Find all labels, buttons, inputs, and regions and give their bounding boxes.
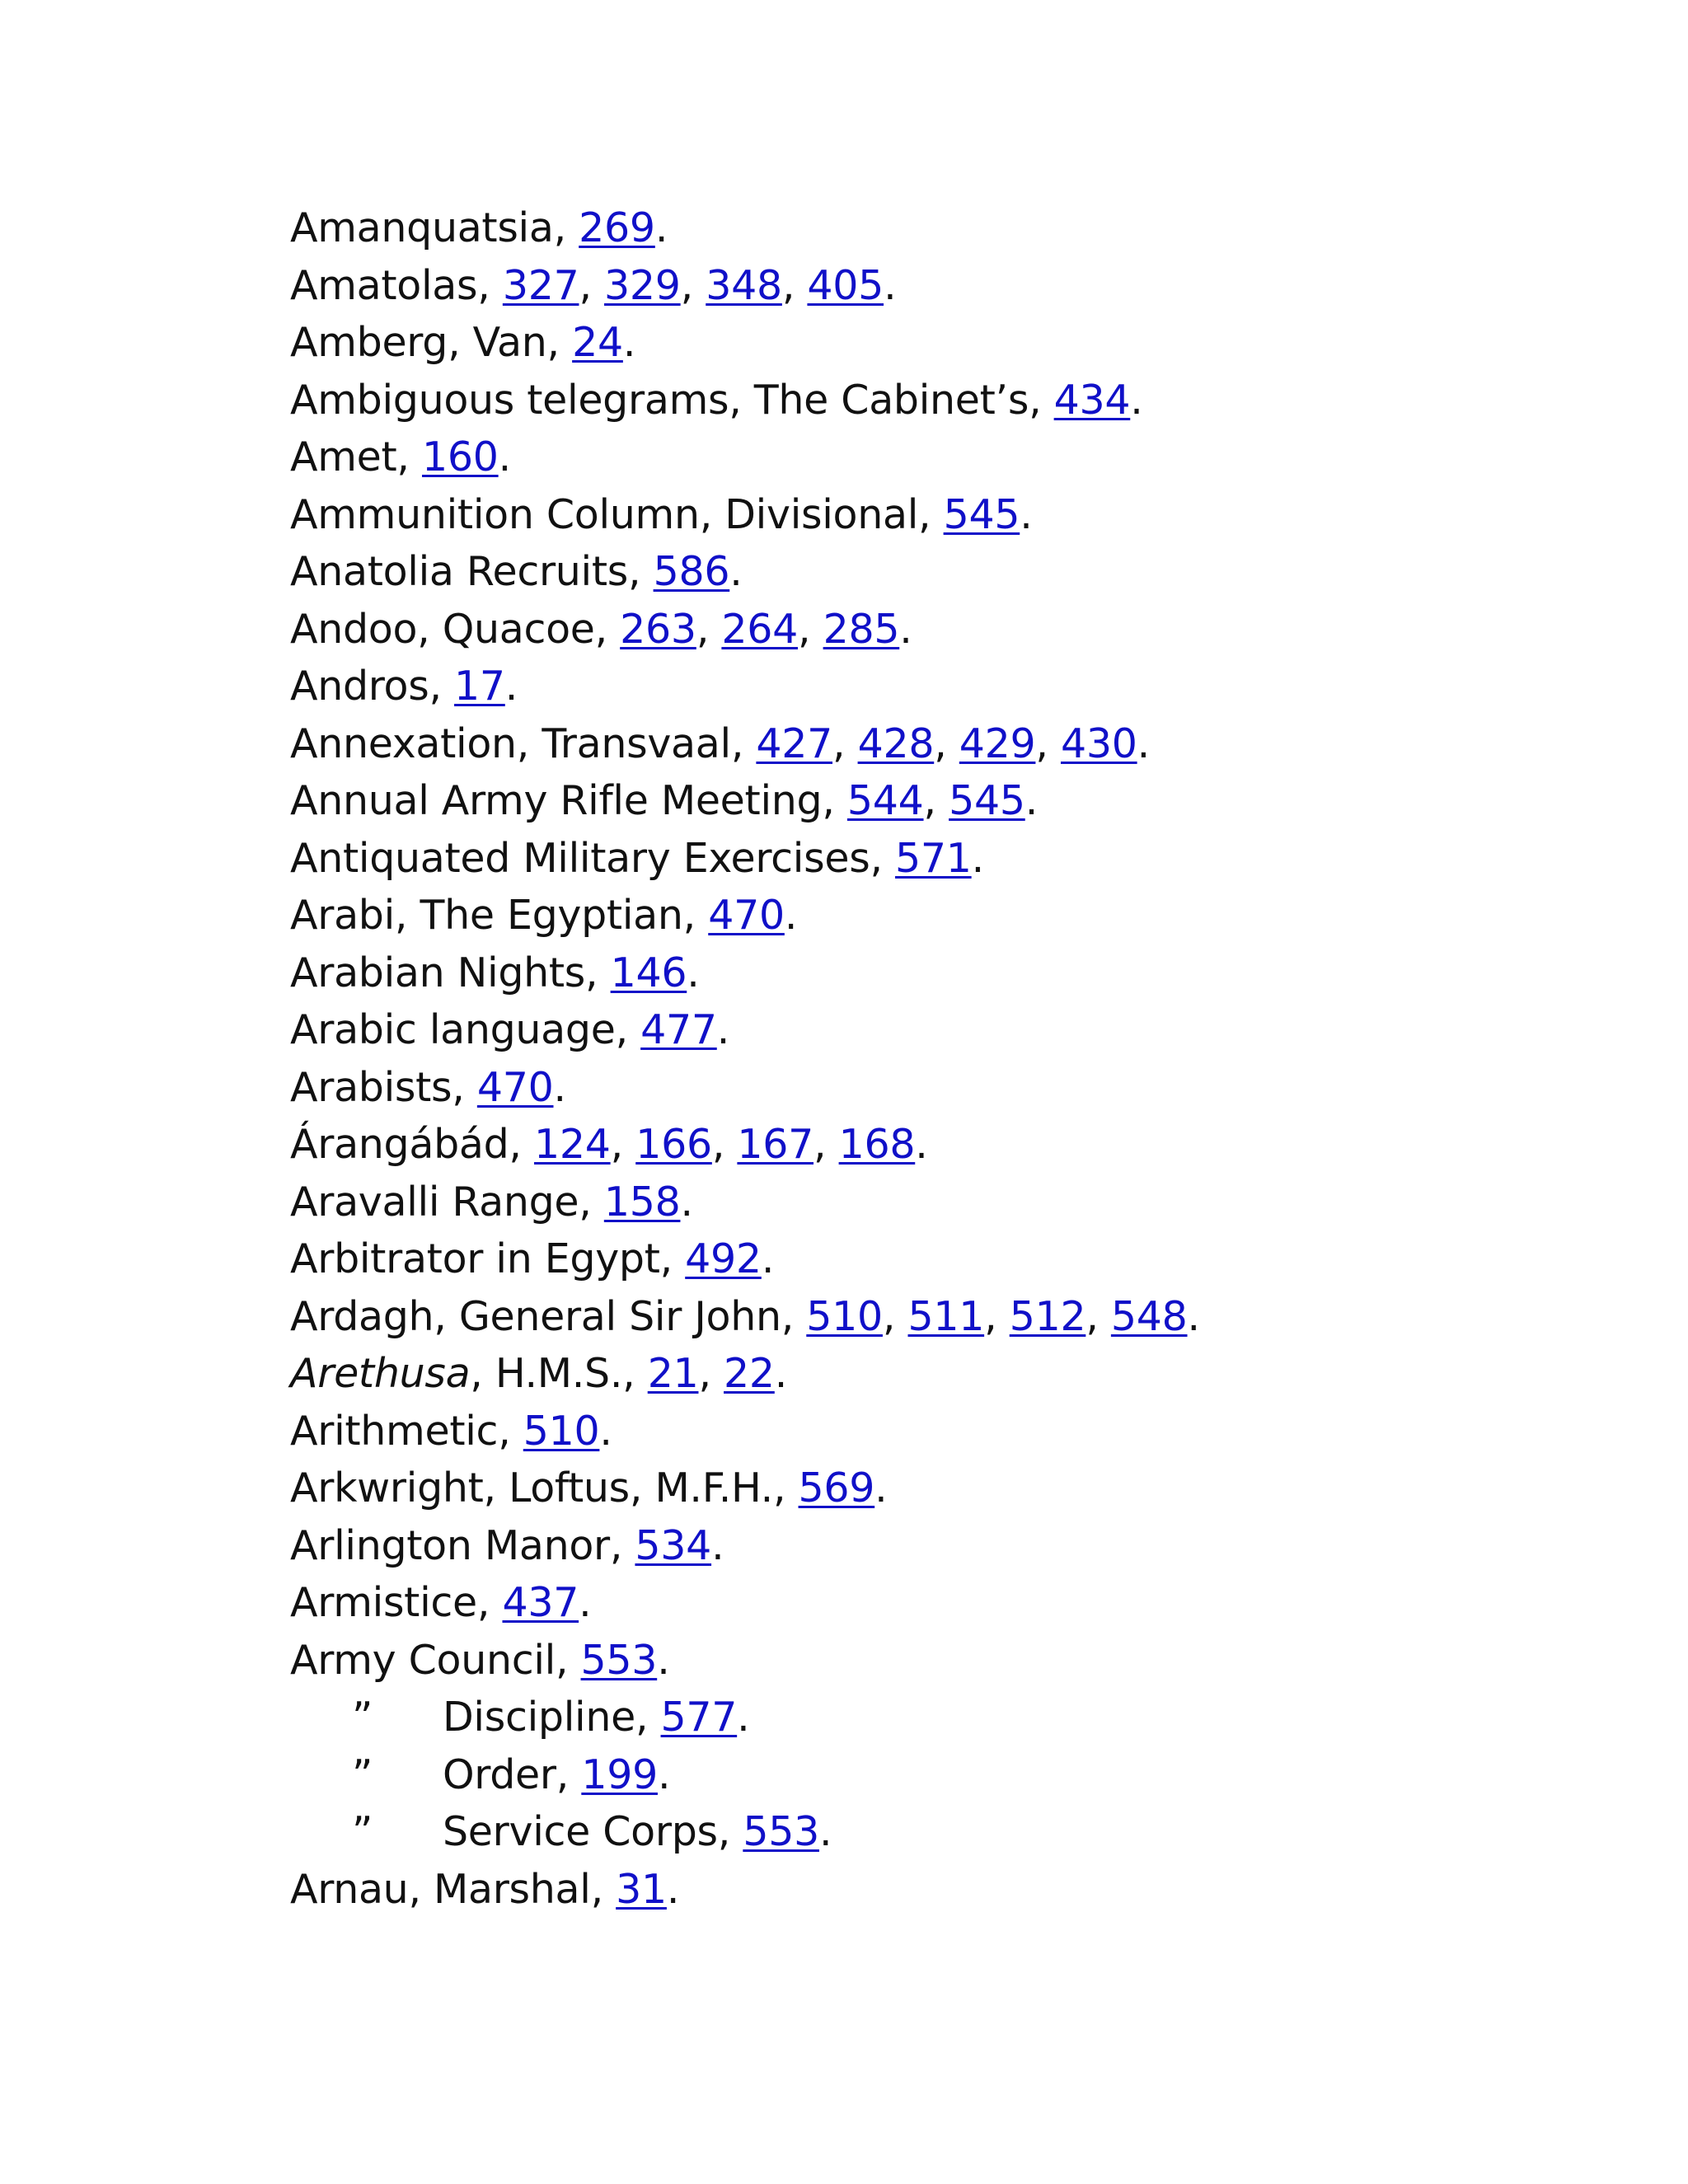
index-entry	[290, 1803, 1609, 1861]
entry-separator: ,	[509, 1121, 534, 1168]
page-link[interactable]: 428	[857, 719, 935, 767]
entry-term: Árangábád	[290, 1121, 509, 1168]
entry-term: Discipline	[443, 1694, 635, 1741]
page-separator: .	[915, 1121, 928, 1168]
page-separator: .	[622, 319, 636, 366]
page-separator: ,	[1085, 1292, 1111, 1340]
entry-separator: ,	[682, 892, 709, 939]
entry-term: Amanquatsia	[290, 204, 554, 251]
page-link[interactable]: 510	[806, 1292, 883, 1340]
entry-separator: ,	[918, 490, 944, 538]
page-separator: ,	[680, 261, 706, 309]
page-link[interactable]: 511	[907, 1292, 985, 1340]
entry-term: Arabian Nights	[290, 949, 586, 996]
entry-separator: ,	[659, 1235, 686, 1282]
entry-separator: ,	[556, 1750, 582, 1798]
page-separator: .	[1137, 719, 1150, 767]
entry-separator: ,	[498, 1407, 523, 1455]
entry-separator: ,	[870, 834, 895, 882]
page-separator: .	[737, 1694, 750, 1741]
entry-separator: ,	[476, 1579, 503, 1626]
entry-separator: ,	[477, 261, 503, 309]
page-link[interactable]: 577	[660, 1694, 738, 1741]
entry-separator: ,	[781, 1292, 807, 1340]
page-separator: ,	[1035, 719, 1061, 767]
page-link[interactable]: 24	[572, 319, 623, 366]
page-separator: ,	[934, 719, 959, 767]
page-link[interactable]: 553	[580, 1636, 658, 1684]
page-separator: .	[1130, 376, 1143, 424]
page-separator: .	[971, 834, 984, 882]
page-separator: ,	[814, 1121, 839, 1168]
index-entry	[290, 601, 1609, 658]
page-link[interactable]: 348	[706, 261, 782, 309]
entry-term: Anatolia Recruits	[290, 548, 629, 595]
page-link[interactable]: 544	[846, 777, 924, 824]
page-link[interactable]: 492	[685, 1235, 762, 1282]
page-separator: .	[579, 1579, 592, 1626]
entry-term: Arabists	[290, 1063, 452, 1111]
index-entry	[290, 1632, 1609, 1690]
page-link[interactable]: 327	[502, 261, 579, 309]
entry-separator: ,	[1029, 376, 1054, 424]
page-link[interactable]: 199	[581, 1750, 658, 1798]
page-separator: .	[729, 548, 743, 595]
index-entry	[290, 314, 1609, 372]
index-entry	[290, 1403, 1609, 1460]
index-entry	[290, 372, 1609, 429]
page-separator: .	[680, 1178, 693, 1226]
page-link[interactable]: 405	[807, 261, 884, 309]
page-link[interactable]: 569	[798, 1465, 875, 1511]
page-separator: ,	[696, 605, 722, 653]
page-link[interactable]: 470	[476, 1063, 554, 1111]
index-entry	[290, 1574, 1609, 1632]
entry-separator: ,	[555, 1636, 581, 1684]
entry-term: Service Corps	[443, 1808, 718, 1855]
entry-separator: ,	[635, 1694, 661, 1741]
page-link[interactable]: 22	[724, 1350, 775, 1397]
page-link[interactable]: 437	[502, 1579, 579, 1626]
entry-term: Amet	[290, 434, 397, 480]
entry-term: Army Council	[290, 1636, 556, 1684]
page-separator: .	[818, 1808, 832, 1855]
index-entry	[290, 1059, 1609, 1117]
entry-term: Arlington Manor	[290, 1521, 610, 1569]
entry-separator: ,	[717, 1808, 743, 1855]
entry-separator: ,	[609, 1521, 635, 1569]
entry-separator: ,	[730, 719, 757, 767]
page-link[interactable]: 264	[721, 605, 799, 653]
page-separator: ,	[923, 777, 950, 824]
index-entry	[290, 1861, 1609, 1919]
page-link[interactable]: 146	[610, 949, 687, 996]
page-link[interactable]: 168	[838, 1121, 916, 1168]
entry-separator: ,	[396, 434, 422, 480]
ditto-mark: ”	[352, 1750, 373, 1798]
page-link[interactable]: 510	[523, 1407, 600, 1455]
index-entry	[290, 257, 1609, 315]
index-entry	[290, 944, 1609, 1002]
index-entry	[290, 887, 1609, 944]
page-separator: .	[657, 1750, 671, 1798]
entry-term: Antiquated Military Exercises	[290, 834, 870, 882]
entry-term: Order	[443, 1750, 556, 1798]
page-link[interactable]: 548	[1110, 1292, 1188, 1340]
page-separator: .	[899, 605, 912, 653]
entry-term: Ambiguous telegrams, The Cabinet’s	[290, 376, 1029, 424]
index-entry	[290, 1230, 1609, 1288]
page-link[interactable]: 430	[1060, 719, 1137, 767]
entry-term: Arithmetic	[290, 1407, 499, 1455]
page-separator: .	[716, 1006, 730, 1053]
page-link[interactable]: 269	[579, 204, 655, 251]
page-link[interactable]: 285	[823, 605, 900, 653]
entry-separator: ,	[615, 1006, 641, 1053]
page-separator: ,	[832, 719, 858, 767]
entry-term: Arabi, The Egyptian	[290, 892, 683, 939]
page-link[interactable]: 263	[620, 605, 696, 653]
page-separator: .	[687, 949, 700, 996]
page-separator: .	[774, 1350, 788, 1397]
page-separator: ,	[984, 1292, 1010, 1340]
index-entry	[290, 1116, 1609, 1174]
entry-separator: , H.M.S.,	[470, 1350, 648, 1397]
index-entry	[290, 543, 1609, 601]
page-separator: .	[666, 1865, 680, 1913]
page-separator: .	[1187, 1292, 1200, 1340]
index-entry	[290, 1174, 1609, 1231]
entry-separator: ,	[452, 1063, 477, 1111]
page-separator: .	[599, 1407, 612, 1455]
entry-separator: ,	[585, 949, 611, 996]
entry-term: Arethusa	[290, 1350, 471, 1397]
page-link[interactable]: 512	[1009, 1292, 1086, 1340]
entry-term: Arabic language	[290, 1006, 616, 1053]
page-link[interactable]: 124	[533, 1121, 611, 1168]
entry-term: Arnau, Marshal	[290, 1865, 591, 1913]
entry-term: Annexation, Transvaal	[290, 719, 731, 767]
index-entry	[290, 658, 1609, 715]
entry-term: Andros	[290, 663, 429, 710]
page-separator: ,	[610, 1121, 636, 1168]
index-entry	[290, 429, 1609, 486]
page-link[interactable]: 571	[895, 834, 972, 882]
entry-separator: ,	[594, 605, 621, 653]
entry-separator: ,	[429, 663, 455, 710]
page-link[interactable]: 545	[949, 777, 1025, 824]
page-separator: .	[1025, 777, 1039, 824]
entry-separator: ,	[822, 777, 847, 824]
page-separator: .	[761, 1235, 775, 1282]
page-link[interactable]: 158	[603, 1178, 681, 1226]
entry-separator: ,	[579, 1178, 604, 1226]
entry-term: Ardagh, General Sir John	[290, 1292, 781, 1340]
page-separator: .	[654, 204, 668, 251]
page-link[interactable]: 553	[743, 1808, 819, 1855]
entry-separator: ,	[772, 1465, 799, 1511]
page-link[interactable]: 160	[421, 434, 499, 480]
page-link[interactable]: 329	[604, 261, 681, 309]
entry-term: Annual Army Rifle Meeting	[290, 777, 823, 824]
page-separator: ,	[579, 261, 605, 309]
page-link[interactable]: 477	[640, 1006, 717, 1053]
index-page	[290, 199, 1609, 1918]
page-separator: .	[1020, 490, 1033, 538]
index-entry	[290, 1345, 1609, 1403]
page-link[interactable]: 534	[635, 1521, 712, 1569]
entry-term: Arbitrator in Egypt	[290, 1235, 660, 1282]
page-link[interactable]: 427	[756, 719, 833, 767]
page-separator: .	[657, 1636, 670, 1684]
page-link[interactable]: 17	[454, 663, 505, 710]
page-link[interactable]: 166	[635, 1121, 712, 1168]
page-separator: .	[711, 1521, 724, 1569]
index-entry	[290, 1689, 1609, 1746]
index-entry	[290, 830, 1609, 888]
entry-term: Andoo, Quacoe	[290, 605, 595, 653]
page-separator: ,	[711, 1121, 738, 1168]
page-link[interactable]: 31	[616, 1865, 667, 1913]
page-separator: ,	[798, 605, 823, 653]
index-entry	[290, 486, 1609, 544]
page-separator: .	[504, 663, 518, 710]
index-entry	[290, 199, 1609, 257]
page-link[interactable]: 545	[943, 490, 1020, 538]
index-entry	[290, 1460, 1609, 1517]
page-link[interactable]: 586	[653, 548, 730, 595]
entry-term: Armistice	[290, 1579, 477, 1626]
page-separator: .	[884, 261, 897, 309]
page-separator: .	[553, 1063, 566, 1111]
ditto-mark: ”	[352, 1694, 373, 1741]
index-entry	[290, 715, 1609, 773]
entry-term: Amberg, Van	[290, 319, 547, 366]
entry-term: Aravalli Range	[290, 1178, 579, 1226]
page-separator: ,	[781, 261, 808, 309]
entry-term: Arkwright, Loftus, M.F.H.	[290, 1465, 773, 1511]
entry-separator: ,	[546, 319, 573, 366]
page-link[interactable]: 429	[959, 719, 1036, 767]
page-link[interactable]: 434	[1053, 376, 1131, 424]
entry-separator: ,	[628, 548, 654, 595]
page-separator: ,	[698, 1350, 724, 1397]
ditto-mark: ”	[352, 1808, 373, 1855]
entry-separator: ,	[590, 1865, 617, 1913]
entry-term: Amatolas	[290, 261, 478, 309]
page-link[interactable]: 21	[647, 1350, 699, 1397]
index-entry	[290, 1746, 1609, 1804]
entry-separator: ,	[553, 204, 579, 251]
index-entry	[290, 1517, 1609, 1575]
index-entry	[290, 1288, 1609, 1346]
page-link[interactable]: 470	[708, 892, 785, 939]
page-separator: .	[498, 434, 511, 480]
page-separator: ,	[882, 1292, 908, 1340]
entry-term: Ammunition Column, Divisional	[290, 490, 919, 538]
page-separator: .	[784, 892, 798, 939]
page-separator: .	[874, 1465, 888, 1511]
index-entry	[290, 1001, 1609, 1059]
page-link[interactable]: 167	[737, 1121, 814, 1168]
index-entry	[290, 772, 1609, 830]
